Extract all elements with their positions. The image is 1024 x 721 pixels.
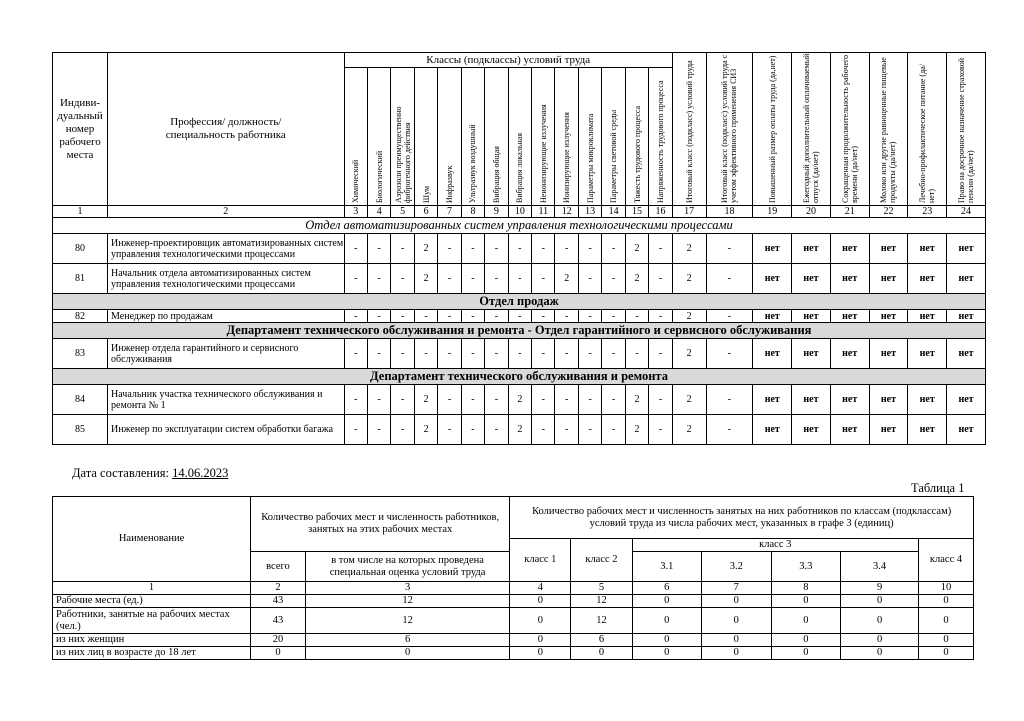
header-final-class: Итоговый класс (подкласс) условий труда bbox=[684, 60, 694, 203]
summary-header-total: всего bbox=[251, 552, 306, 582]
cell-value: - bbox=[602, 339, 625, 369]
cell-value: - bbox=[625, 339, 648, 369]
table-row bbox=[53, 339, 986, 369]
cell-value: 2 bbox=[672, 385, 706, 415]
cell-value: - bbox=[485, 264, 508, 294]
cell-value: нет bbox=[869, 385, 908, 415]
cell-value: - bbox=[532, 264, 555, 294]
column-number: 17 bbox=[672, 206, 706, 218]
cell-value: нет bbox=[830, 415, 869, 445]
table-body bbox=[53, 218, 986, 445]
summary-col-number: 1 bbox=[53, 582, 251, 595]
cell-value: нет bbox=[753, 339, 792, 369]
compilation-date bbox=[72, 466, 228, 481]
table-row bbox=[53, 385, 986, 415]
cell-value: - bbox=[344, 415, 367, 445]
cell-value: - bbox=[555, 339, 578, 369]
cell-value: нет bbox=[753, 310, 792, 323]
header-factor: Вибрация общая bbox=[491, 146, 501, 203]
cell-value: нет bbox=[792, 234, 831, 264]
summary-value: 20 bbox=[251, 634, 306, 647]
header-profession: Профессия/ должность/ специальность работника bbox=[108, 53, 345, 206]
summary-col-number: 8 bbox=[771, 582, 841, 595]
cell-value: - bbox=[414, 339, 437, 369]
summary-value: 12 bbox=[571, 608, 632, 634]
summary-value: 43 bbox=[251, 595, 306, 608]
summary-value: 0 bbox=[510, 595, 571, 608]
summary-value: 12 bbox=[305, 595, 509, 608]
section-title: Отдел продаж bbox=[53, 294, 986, 310]
column-number: 7 bbox=[438, 206, 461, 218]
cell-value: - bbox=[391, 339, 414, 369]
cell-value: - bbox=[602, 264, 625, 294]
column-number: 20 bbox=[792, 206, 831, 218]
cell-value: 2 bbox=[625, 264, 648, 294]
summary-table bbox=[52, 496, 974, 660]
cell-value: нет bbox=[869, 234, 908, 264]
summary-row-name: из них женщин bbox=[53, 634, 251, 647]
summary-header-name: Наименование bbox=[53, 497, 251, 582]
cell-value: нет bbox=[792, 264, 831, 294]
cell-value: - bbox=[578, 310, 601, 323]
column-number: 3 bbox=[344, 206, 367, 218]
header-factor: Химический bbox=[351, 159, 361, 203]
summary-col-number: 9 bbox=[841, 582, 919, 595]
column-number: 24 bbox=[947, 206, 986, 218]
section-row bbox=[53, 294, 986, 310]
date-value: 14.06.2023 bbox=[172, 466, 229, 480]
cell-value: нет bbox=[792, 310, 831, 323]
cell-value: - bbox=[367, 310, 390, 323]
summary-value: 0 bbox=[305, 647, 509, 660]
column-number: 23 bbox=[908, 206, 947, 218]
summary-header-sub32: 3.2 bbox=[702, 552, 772, 582]
cell-value: - bbox=[532, 385, 555, 415]
column-number: 15 bbox=[625, 206, 648, 218]
summary-row bbox=[53, 595, 974, 608]
cell-value: - bbox=[532, 415, 555, 445]
section-title: Департамент технического обслуживания и ремонта - Отдел гарантийного и сервисного обслуживания bbox=[53, 323, 986, 339]
table-caption: Таблица 1 bbox=[911, 481, 965, 495]
workplace-id: 81 bbox=[53, 264, 108, 294]
cell-value: - bbox=[461, 310, 484, 323]
cell-value: - bbox=[508, 234, 531, 264]
cell-value: - bbox=[578, 339, 601, 369]
header-workplace-id: Индиви-дуальный номер рабочего места bbox=[53, 53, 108, 206]
cell-value: - bbox=[485, 339, 508, 369]
cell-value: нет bbox=[908, 310, 947, 323]
summary-value: 0 bbox=[771, 647, 841, 660]
cell-value: - bbox=[555, 234, 578, 264]
summary-row bbox=[53, 634, 974, 647]
workplace-id: 85 bbox=[53, 415, 108, 445]
summary-value: 0 bbox=[702, 647, 772, 660]
summary-value: 0 bbox=[771, 595, 841, 608]
profession: Менеджер по продажам bbox=[108, 310, 345, 323]
summary-numbers-row bbox=[53, 582, 974, 595]
header-reduced-hours: Сокращенная продолжительность рабочего времени (да/нет) bbox=[840, 54, 859, 203]
cell-value: - bbox=[461, 234, 484, 264]
cell-value: - bbox=[485, 385, 508, 415]
cell-value: нет bbox=[908, 385, 947, 415]
summary-header-class3: класс 3 bbox=[632, 539, 919, 552]
header-classes-group: Классы (подклассы) условий труда bbox=[344, 53, 672, 68]
cell-value: 2 bbox=[672, 234, 706, 264]
cell-value: - bbox=[706, 385, 753, 415]
summary-value: 6 bbox=[305, 634, 509, 647]
cell-value: - bbox=[555, 385, 578, 415]
cell-value: нет bbox=[869, 310, 908, 323]
cell-value: - bbox=[367, 415, 390, 445]
workplace-id: 80 bbox=[53, 234, 108, 264]
cell-value: - bbox=[367, 234, 390, 264]
section-row bbox=[53, 323, 986, 339]
column-number: 1 bbox=[53, 206, 108, 218]
profession: Инженер по эксплуатации систем обработки багажа bbox=[108, 415, 345, 445]
header-milk: Молоко или другие равноценные пищевые продукты (да/нет) bbox=[879, 57, 898, 203]
summary-value: 43 bbox=[251, 608, 306, 634]
summary-row-name: из них лиц в возрасте до 18 лет bbox=[53, 647, 251, 660]
cell-value: 2 bbox=[555, 264, 578, 294]
date-label: Дата составления: bbox=[72, 466, 169, 480]
summary-value: 6 bbox=[571, 634, 632, 647]
cell-value: - bbox=[344, 310, 367, 323]
summary-header-special: в том числе на которых проведена специальная оценка условий труда bbox=[305, 552, 509, 582]
header-factor: Напряженность трудового процесса bbox=[656, 80, 666, 203]
summary-value: 0 bbox=[841, 647, 919, 660]
cell-value: 2 bbox=[508, 415, 531, 445]
cell-value: - bbox=[414, 310, 437, 323]
summary-value: 0 bbox=[919, 647, 974, 660]
cell-value: - bbox=[438, 385, 461, 415]
cell-value: 2 bbox=[672, 415, 706, 445]
summary-value: 0 bbox=[702, 595, 772, 608]
summary-value: 0 bbox=[251, 647, 306, 660]
cell-value: - bbox=[555, 415, 578, 445]
summary-col-number: 2 bbox=[251, 582, 306, 595]
cell-value: - bbox=[602, 234, 625, 264]
cell-value: - bbox=[532, 234, 555, 264]
cell-value: - bbox=[578, 415, 601, 445]
cell-value: - bbox=[391, 264, 414, 294]
cell-value: - bbox=[649, 264, 673, 294]
workplace-id: 83 bbox=[53, 339, 108, 369]
summary-value: 0 bbox=[841, 608, 919, 634]
column-number: 10 bbox=[508, 206, 531, 218]
cell-value: - bbox=[508, 339, 531, 369]
summary-col-number: 5 bbox=[571, 582, 632, 595]
cell-value: - bbox=[508, 264, 531, 294]
section-row bbox=[53, 369, 986, 385]
cell-value: нет bbox=[908, 415, 947, 445]
header-factor: Шум bbox=[421, 185, 431, 203]
cell-value: - bbox=[602, 415, 625, 445]
cell-value: нет bbox=[830, 339, 869, 369]
cell-value: - bbox=[461, 264, 484, 294]
cell-value: - bbox=[602, 385, 625, 415]
summary-header-sub34: 3.4 bbox=[841, 552, 919, 582]
summary-value: 12 bbox=[571, 595, 632, 608]
cell-value: - bbox=[438, 415, 461, 445]
cell-value: - bbox=[438, 339, 461, 369]
header-factor: Ионизирующие излучения bbox=[562, 112, 572, 203]
header-factor: Ультразвук воздушный bbox=[468, 124, 478, 203]
column-number: 13 bbox=[578, 206, 601, 218]
profession: Начальник участка технического обслуживания и ремонта № 1 bbox=[108, 385, 345, 415]
cell-value: - bbox=[367, 264, 390, 294]
summary-col-number: 10 bbox=[919, 582, 974, 595]
summary-header-count: Количество рабочих мест и численность работников, занятых на этих рабочих местах bbox=[251, 497, 510, 552]
cell-value: - bbox=[391, 385, 414, 415]
column-number: 12 bbox=[555, 206, 578, 218]
header-factor: Параметры световой среды bbox=[609, 109, 619, 203]
header-extra-vacation: Ежегодный дополнительный оплачиваемый отпуск (да/нет) bbox=[801, 53, 820, 203]
cell-value: - bbox=[578, 264, 601, 294]
cell-value: нет bbox=[947, 264, 986, 294]
cell-value: - bbox=[344, 264, 367, 294]
cell-value: - bbox=[485, 234, 508, 264]
cell-value: - bbox=[706, 339, 753, 369]
summary-value: 12 bbox=[305, 608, 509, 634]
cell-value: 2 bbox=[672, 310, 706, 323]
table-row bbox=[53, 234, 986, 264]
header-factor: Инфразвук bbox=[445, 165, 455, 203]
column-numbers-row bbox=[53, 206, 986, 218]
summary-body bbox=[53, 582, 974, 660]
cell-value: 2 bbox=[672, 264, 706, 294]
cell-value: - bbox=[578, 234, 601, 264]
header-factor: Неионизирующие излучения bbox=[538, 104, 548, 203]
cell-value: - bbox=[625, 310, 648, 323]
header-factor: Биологический bbox=[374, 150, 384, 203]
summary-value: 0 bbox=[771, 634, 841, 647]
summary-value: 0 bbox=[919, 634, 974, 647]
column-number: 22 bbox=[869, 206, 908, 218]
column-number: 4 bbox=[367, 206, 390, 218]
cell-value: нет bbox=[869, 264, 908, 294]
cell-value: нет bbox=[753, 415, 792, 445]
cell-value: нет bbox=[830, 310, 869, 323]
cell-value: нет bbox=[792, 339, 831, 369]
summary-value: 0 bbox=[841, 595, 919, 608]
column-number: 21 bbox=[830, 206, 869, 218]
cell-value: - bbox=[706, 234, 753, 264]
summary-col-number: 6 bbox=[632, 582, 702, 595]
cell-value: - bbox=[508, 310, 531, 323]
cell-value: - bbox=[649, 234, 673, 264]
cell-value: нет bbox=[792, 415, 831, 445]
header-factor: Вибрация локальная bbox=[515, 132, 525, 203]
summary-header-classes: Количество рабочих мест и численность занятых на них работников по классам (подклассам) условий труда из числа рабочих мест, указанных в графе 3 (единиц) bbox=[510, 497, 974, 539]
cell-value: нет bbox=[947, 385, 986, 415]
cell-value: нет bbox=[830, 264, 869, 294]
cell-value: - bbox=[649, 310, 673, 323]
summary-value: 0 bbox=[919, 595, 974, 608]
cell-value: 2 bbox=[414, 385, 437, 415]
column-number: 18 bbox=[706, 206, 753, 218]
cell-value: - bbox=[706, 264, 753, 294]
cell-value: - bbox=[461, 339, 484, 369]
cell-value: - bbox=[367, 339, 390, 369]
summary-value: 0 bbox=[510, 634, 571, 647]
cell-value: - bbox=[391, 234, 414, 264]
summary-value: 0 bbox=[919, 608, 974, 634]
profession: Начальник отдела автоматизированных систем управления технологическими процессами bbox=[108, 264, 345, 294]
column-number: 19 bbox=[753, 206, 792, 218]
cell-value: нет bbox=[947, 339, 986, 369]
cell-value: 2 bbox=[672, 339, 706, 369]
cell-value: - bbox=[649, 385, 673, 415]
cell-value: - bbox=[461, 385, 484, 415]
cell-value: 2 bbox=[414, 234, 437, 264]
cell-value: - bbox=[649, 339, 673, 369]
cell-value: - bbox=[706, 310, 753, 323]
cell-value: - bbox=[344, 385, 367, 415]
cell-value: нет bbox=[753, 385, 792, 415]
summary-value: 0 bbox=[632, 647, 702, 660]
summary-value: 0 bbox=[571, 647, 632, 660]
cell-value: - bbox=[578, 385, 601, 415]
summary-header-sub33: 3.3 bbox=[771, 552, 841, 582]
cell-value: - bbox=[344, 339, 367, 369]
summary-value: 0 bbox=[510, 647, 571, 660]
cell-value: нет bbox=[947, 234, 986, 264]
cell-value: 2 bbox=[625, 415, 648, 445]
workplace-id: 84 bbox=[53, 385, 108, 415]
summary-value: 0 bbox=[702, 634, 772, 647]
cell-value: - bbox=[602, 310, 625, 323]
cell-value: 2 bbox=[414, 264, 437, 294]
section-row bbox=[53, 218, 986, 234]
cell-value: - bbox=[555, 310, 578, 323]
column-number: 5 bbox=[391, 206, 414, 218]
cell-value: - bbox=[649, 415, 673, 445]
section-title: Департамент технического обслуживания и ремонта bbox=[53, 369, 986, 385]
cell-value: нет bbox=[830, 234, 869, 264]
cell-value: нет bbox=[908, 264, 947, 294]
header-medical-food: Лечебно-профилактическое питание (да/нет) bbox=[918, 64, 937, 203]
cell-value: нет bbox=[947, 415, 986, 445]
column-number: 6 bbox=[414, 206, 437, 218]
summary-header-class4: класс 4 bbox=[919, 539, 974, 582]
summary-header-class1: класс 1 bbox=[510, 539, 571, 582]
header-early-pension: Право на досрочное назначение страховой пенсии (да/нет) bbox=[957, 57, 976, 203]
column-number: 16 bbox=[649, 206, 673, 218]
summary-row-name: Рабочие места (ед.) bbox=[53, 595, 251, 608]
cell-value: - bbox=[391, 415, 414, 445]
cell-value: нет bbox=[869, 339, 908, 369]
summary-value: 0 bbox=[841, 634, 919, 647]
column-number: 9 bbox=[485, 206, 508, 218]
summary-col-number: 7 bbox=[702, 582, 772, 595]
summary-row bbox=[53, 608, 974, 634]
header-factor: Параметры микроклимата bbox=[585, 113, 595, 203]
table-row bbox=[53, 310, 986, 323]
summary-row-name: Работники, занятые на рабочих местах (чел.) bbox=[53, 608, 251, 634]
column-number: 8 bbox=[461, 206, 484, 218]
summary-row bbox=[53, 647, 974, 660]
cell-value: нет bbox=[753, 264, 792, 294]
cell-value: нет bbox=[830, 385, 869, 415]
cell-value: 2 bbox=[625, 385, 648, 415]
column-number: 2 bbox=[108, 206, 345, 218]
header-increased-pay: Повышенный размер оплаты труда (да,нет) bbox=[767, 55, 777, 203]
special-assessment-table bbox=[52, 52, 986, 445]
header-factor: Аэрозоли преимущественно фиброгенного действия bbox=[393, 106, 412, 203]
table-row bbox=[53, 264, 986, 294]
cell-value: - bbox=[532, 310, 555, 323]
workplace-id: 82 bbox=[53, 310, 108, 323]
table-row bbox=[53, 415, 986, 445]
profession: Инженер-проектировщик автоматизированных систем управления технологическими процессами bbox=[108, 234, 345, 264]
cell-value: - bbox=[485, 415, 508, 445]
section-title: Отдел автоматизированных систем управления технологическими процессами bbox=[53, 218, 986, 234]
cell-value: нет bbox=[908, 339, 947, 369]
summary-value: 0 bbox=[702, 608, 772, 634]
profession: Инженер отдела гарантийного и сервисного обслуживания bbox=[108, 339, 345, 369]
cell-value: нет bbox=[753, 234, 792, 264]
cell-value: - bbox=[532, 339, 555, 369]
cell-value: нет bbox=[947, 310, 986, 323]
header-factor: Тяжесть трудового процесса bbox=[632, 105, 642, 203]
header-final-class-siz: Итоговый класс (подкласс) условий труда с учетом эффективного применения СИЗ bbox=[720, 54, 739, 203]
cell-value: - bbox=[438, 310, 461, 323]
cell-value: 2 bbox=[414, 415, 437, 445]
cell-value: - bbox=[367, 385, 390, 415]
summary-value: 0 bbox=[771, 608, 841, 634]
column-number: 11 bbox=[532, 206, 555, 218]
cell-value: нет bbox=[869, 415, 908, 445]
cell-value: нет bbox=[792, 385, 831, 415]
cell-value: - bbox=[485, 310, 508, 323]
summary-col-number: 4 bbox=[510, 582, 571, 595]
summary-col-number: 3 bbox=[305, 582, 509, 595]
summary-value: 0 bbox=[632, 634, 702, 647]
cell-value: 2 bbox=[625, 234, 648, 264]
cell-value: 2 bbox=[508, 385, 531, 415]
cell-value: - bbox=[438, 234, 461, 264]
summary-header-sub31: 3.1 bbox=[632, 552, 702, 582]
cell-value: - bbox=[438, 264, 461, 294]
cell-value: - bbox=[706, 415, 753, 445]
summary-value: 0 bbox=[632, 608, 702, 634]
summary-header-class2: класс 2 bbox=[571, 539, 632, 582]
cell-value: нет bbox=[908, 234, 947, 264]
cell-value: - bbox=[461, 415, 484, 445]
column-number: 14 bbox=[602, 206, 625, 218]
cell-value: - bbox=[391, 310, 414, 323]
cell-value: - bbox=[344, 234, 367, 264]
summary-value: 0 bbox=[632, 595, 702, 608]
summary-value: 0 bbox=[510, 608, 571, 634]
